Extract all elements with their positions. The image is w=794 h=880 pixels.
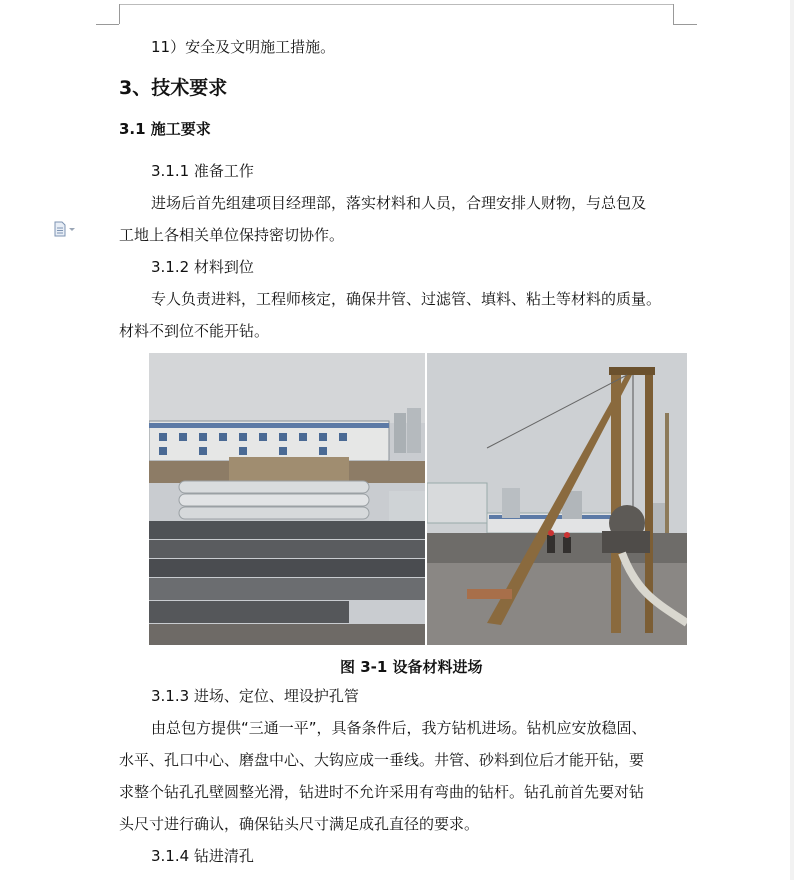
subsection-title: 3.1 施工要求 bbox=[119, 120, 211, 138]
heading-3-1-1: 3.1.1 准备工作 bbox=[151, 162, 254, 180]
document-icon[interactable] bbox=[53, 221, 79, 237]
paragraph-line: 求整个钻孔孔壁圆整光滑，钻进时不允许采用有弯曲的钻杆。钻孔前首先要对钻 bbox=[119, 783, 645, 801]
section-title: 3、技术要求 bbox=[119, 77, 228, 99]
list-item-11: 11）安全及文明施工措施。 bbox=[151, 38, 336, 56]
paragraph-line: 进场后首先组建项目经理部，落实材料和人员，合理安排人财物，与总包及 bbox=[151, 194, 647, 212]
photo-steel-pipes bbox=[149, 353, 425, 645]
margin-mark-top-right-v bbox=[673, 4, 674, 24]
paragraph-line: 由总包方提供“三通一平”，具备条件后，我方钻机进场。钻机应安放稳固、 bbox=[151, 719, 647, 737]
margin-mark-top-right-h bbox=[673, 24, 697, 25]
heading-3-1-2: 3.1.2 材料到位 bbox=[151, 258, 254, 276]
paragraph-line: 材料不到位不能开钻。 bbox=[119, 322, 270, 340]
photo-drilling-rig bbox=[427, 353, 687, 645]
figure-caption: 图 3-1 设备材料进场 bbox=[340, 658, 483, 676]
scrollbar-track[interactable] bbox=[790, 0, 794, 880]
page-top-border bbox=[119, 4, 673, 5]
paragraph-line: 头尺寸进行确认，确保钻头尺寸满足成孔直径的要求。 bbox=[119, 815, 480, 833]
margin-mark-top-left-v bbox=[119, 4, 120, 24]
paragraph-line: 专人负责进料，工程师核定，确保井管、过滤管、填料、粘土等材料的质量。 bbox=[151, 290, 662, 308]
heading-3-1-3: 3.1.3 进场、定位、埋设护孔管 bbox=[151, 687, 359, 705]
heading-3-1-4: 3.1.4 钻进清孔 bbox=[151, 847, 254, 865]
margin-mark-top-left-h bbox=[96, 24, 119, 25]
paragraph-line: 工地上各相关单位保持密切协作。 bbox=[119, 226, 345, 244]
paragraph-line: 水平、孔口中心、磨盘中心、大钩应成一垂线。井管、砂料到位后才能开钻，要 bbox=[119, 751, 645, 769]
